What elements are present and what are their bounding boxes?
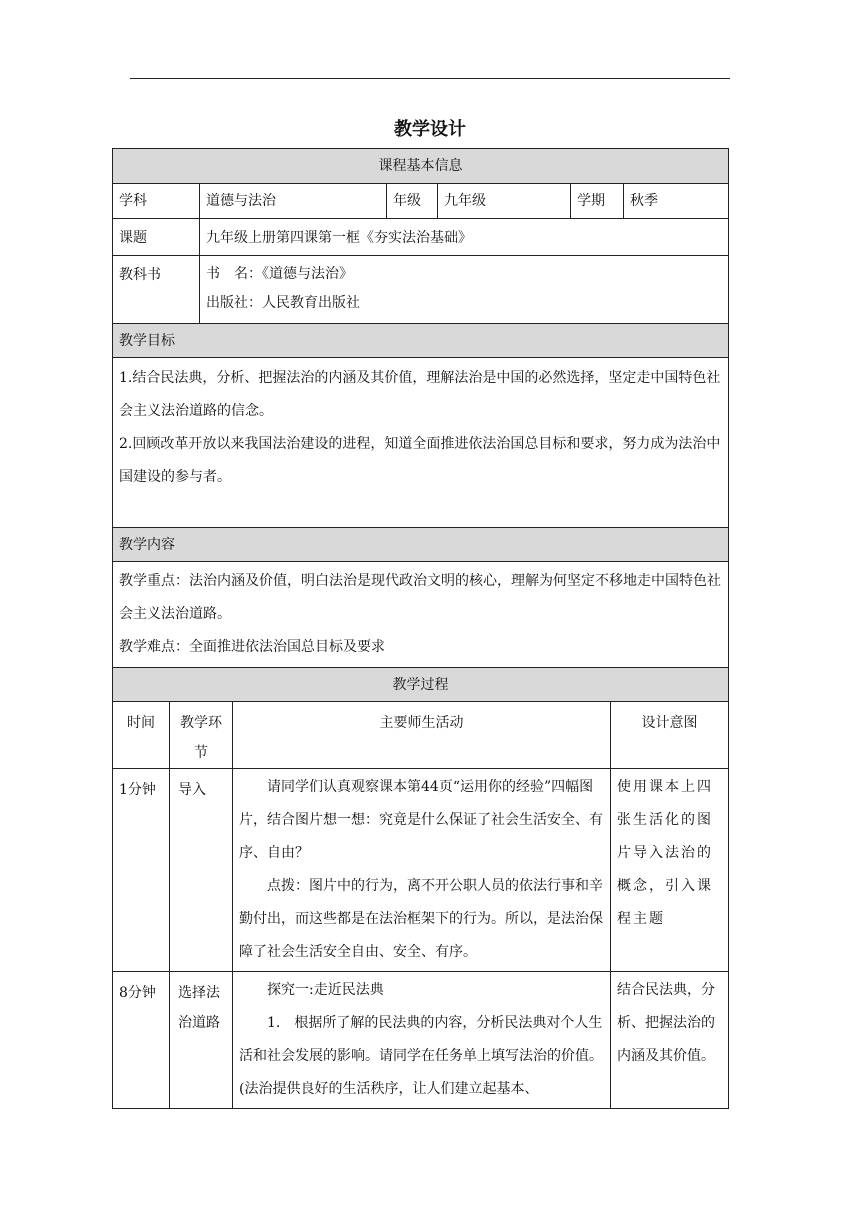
goals-body: [113, 358, 728, 528]
process-row-intro: [113, 769, 728, 972]
process-header-text: 教学过程: [392, 677, 449, 693]
process-header: [113, 668, 728, 702]
row1-time: 1分钟: [113, 769, 170, 971]
row2-activity-p1: 探究一:走近民法典: [267, 982, 384, 998]
goal-item-2: 2.回顾改革开放以来我国法治建设的进程，知道全面推进依法治国总目标和要求，努力成为法治中国建设的参与者。: [119, 436, 721, 485]
content-header: [113, 528, 728, 562]
difficulty: 教学难点：全面推进依法治国总目标及要求: [119, 639, 385, 655]
topic-label: 课题: [113, 219, 200, 255]
textbook-label: 教科书: [113, 256, 200, 323]
row2-time: 8分钟: [113, 972, 170, 1109]
topic-value: 九年级上册第四课第一框《夯实法治基础》: [206, 230, 472, 246]
row1-intent: 使用课本上四张生活化的图片导入法治的概念，引入课程主题: [617, 779, 713, 927]
subject-row: [113, 184, 728, 219]
textbook-publisher: 出版社：人民教育出版社: [206, 295, 360, 311]
basic-info-header-text: 课程基本信息: [378, 158, 463, 174]
content-header-text: 教学内容: [119, 537, 175, 553]
col-time: 时间: [113, 702, 170, 768]
col-intent: 设计意图: [641, 715, 698, 731]
row1-stage: 导入: [170, 769, 233, 971]
process-columns: [113, 702, 728, 769]
topic-row: [113, 219, 728, 256]
row2-activity-p2: 1. 根据所了解的民法典的内容，分析民法典对个人生活和社会发展的影响。请同学在任务单上填写法治的价值。(法治提供良好的生活秩序，让人们建立起基本、: [239, 1015, 603, 1097]
lesson-table: [112, 148, 729, 1109]
content-body: [113, 562, 728, 668]
col-stage: 教学环节: [170, 702, 233, 768]
col-activity: 主要师生活动: [233, 702, 611, 768]
grade-label: 年级: [387, 184, 438, 218]
goals-header-text: 教学目标: [119, 333, 175, 349]
basic-info-header: [113, 149, 728, 184]
term-value: 秋季: [630, 193, 658, 209]
grade-value: 九年级: [438, 184, 571, 218]
process-row-choose: [113, 972, 728, 1109]
key-point: 教学重点：法治内涵及价值，明白法治是现代政治文明的核心，理解为何坚定不移地走中国特色社会主义法治道路。: [119, 573, 721, 622]
subject-value: 道德与法治: [200, 184, 387, 218]
row2-stage: 选择法治道路: [170, 972, 233, 1109]
subject-label: 学科: [113, 184, 200, 218]
header-rule: [130, 78, 730, 79]
row1-activity-p2: 点拨：图片中的行为，离不开公职人员的依法行事和辛勤付出，而这些都是在法治框架下的行为。所以，是法治保障了社会生活安全自由、安全、有序。: [239, 878, 603, 960]
textbook-name: 书 名：《道德与法治》: [206, 266, 353, 282]
goals-header: [113, 324, 728, 358]
textbook-row: [113, 256, 728, 324]
document-title: 教学设计: [394, 119, 466, 140]
term-label: 学期: [571, 184, 624, 218]
goal-item-1: 1.结合民法典，分析、把握法治的内涵及其价值，理解法治是中国的必然选择，坚定走中国特色社会主义法治道路的信念。: [119, 370, 721, 419]
row2-intent: 结合民法典，分析、把握法治的内涵及其价值。: [617, 982, 715, 1064]
row1-activity-p1: 请同学们认真观察课本第44页“运用你的经验”四幅图片，结合图片想一想：究竟是什么保证了社会生活安全、有序、自由？: [239, 779, 603, 861]
